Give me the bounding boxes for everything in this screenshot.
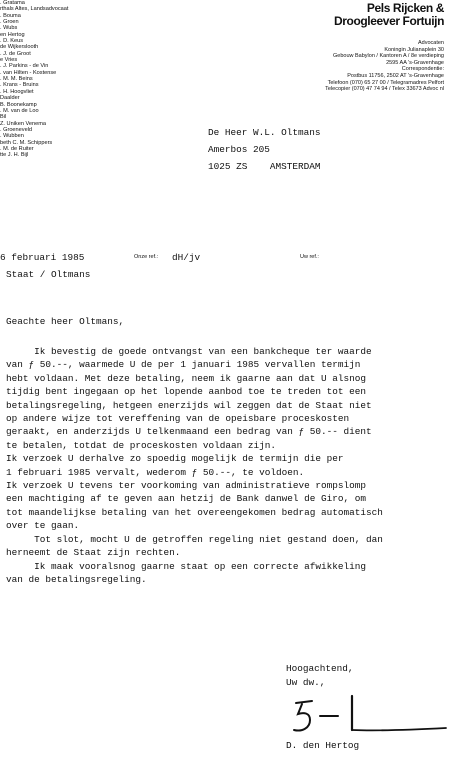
body-line: 1 februari 1985 vervalt, wederom ƒ 50.--, te voldoen. (6, 466, 305, 478)
body-line: Ik verzoek U tevens ter voorkoming van administratieve rompslomp (6, 480, 367, 492)
handwritten-signature (288, 690, 450, 736)
recipient-street: Amerbos 205 (208, 144, 270, 155)
body-line: van de betalingsregeling. (6, 573, 147, 585)
recipient-city: 1025 ZS AMSTERDAM (208, 161, 321, 172)
recipient-address (208, 124, 321, 175)
onze-ref-value: dH/jv (172, 252, 201, 263)
body-line: geraakt, en anderzijds U telkenmaand een bedrag van ƒ 50.-- dient (6, 426, 372, 438)
partner-name: rthals Altes, Landsadvocaat (0, 6, 69, 13)
partner-name: . J. Parkins - de Vin (0, 63, 49, 70)
address-line: Koningin Julianaplein 30 (384, 46, 444, 53)
firm-name-line2: Droogleever Fortuijn (333, 13, 444, 28)
body-line: herneemt de Staat zijn rechten. (6, 547, 181, 559)
recipient-name: De Heer W.L. Oltmans (208, 127, 321, 138)
onze-ref-label: Onze ref.: (134, 254, 159, 260)
address-line: Telefoon (070) 65 27 00 / Telegramadres Pelfort (327, 79, 444, 86)
closing (286, 662, 354, 690)
body-line: hebt voldaan. Met deze betaling, neem ik gaarne aan dat U alsnog (6, 372, 367, 384)
partner-name: de Wijkerslooth (0, 44, 39, 51)
closing-line: Hoogachtend, (286, 663, 354, 674)
partner-name: . van Hilten - Kostense (0, 69, 57, 76)
body-line: tijdig bent ingegaan op het lopende aanbod toe te treden tot een (6, 386, 367, 398)
body-line: van ƒ 50.--, waarmede U de per 1 januari 1985 vervallen termijn (6, 359, 361, 371)
partner-name: . M. M. Beins (0, 76, 33, 83)
firm-name-line1: Pels Rijcken & (366, 1, 444, 15)
letter-body (6, 345, 446, 586)
partner-name: . Groeneveld (0, 126, 33, 133)
partner-name: . Krans - Bruins (0, 82, 39, 89)
partner-name: en Hertog (0, 31, 25, 38)
partner-name: . Bouma (0, 12, 21, 19)
partner-name: tte J. H. Bijl (0, 152, 29, 159)
salutation: Geachte heer Oltmans, (6, 316, 125, 327)
firm-address (325, 40, 444, 93)
letter-date: 6 februari 1985 (0, 252, 85, 263)
partner-name: . M. de Ruiter (0, 145, 34, 152)
closing-line: Uw dw., (286, 677, 326, 688)
partner-name: Bil (0, 114, 7, 121)
partner-name: . Gratama (0, 0, 25, 6)
partner-name: . Groen (0, 19, 19, 26)
partner-name: Z. Uniken Venema (0, 120, 47, 127)
body-line: Tot slot, mocht U de getroffen regeling niet gestand doen, dan (6, 533, 383, 545)
address-line: Gebouw Babylon / Kantoren A / 8e verdieping (333, 53, 444, 60)
body-line: te betalen, totdat de proceskosten voldaan zijn. (6, 439, 277, 451)
partner-name: . M. van de Loo (0, 107, 39, 114)
partner-name: . J. de Groot (0, 50, 31, 57)
partner-name: . Wubs (0, 25, 18, 32)
firm-name (334, 2, 444, 27)
partner-name: e Vries (0, 57, 18, 64)
partner-name: Daalder (0, 95, 20, 102)
body-line: Ik maak vooralsnog gaarne staat op een correcte afwikkeling (6, 560, 367, 572)
body-line: een machtiging af te geven aan hetzij de Bank danwel de Giro, om (6, 493, 367, 505)
body-line: over te gaan. (6, 520, 80, 532)
signer-name: D. den Hertog (286, 740, 360, 751)
letter-subject: Staat / Oltmans (6, 269, 91, 280)
body-line: Ik verzoek U derhalve zo spoedig mogelijk de termijn die per (6, 453, 344, 465)
uw-ref-label: Uw ref.: (300, 254, 319, 260)
address-line: Advocaten (418, 40, 444, 46)
address-line: Correspondentie: (401, 66, 444, 73)
partner-name: . H. Hoogvliet (0, 88, 34, 95)
partner-name: . D. Keus (0, 38, 24, 45)
body-line: Ik bevestig de goede ontvangst van een bankcheque ter waarde (6, 346, 372, 357)
address-line: Postbus 11756, 2502 AT 's-Gravenhage (347, 72, 444, 79)
partner-name: beth C. M. Schippers (0, 139, 53, 146)
address-line: Telecopier (070) 47 74 94 / Telex 33673 Advoc nl (325, 86, 444, 93)
body-line: op andere wijze tot vereffening van de opeisbare proceskosten (6, 413, 350, 425)
body-line: tot maandelijkse betaling van het overeengekomen bedrag automatisch (6, 506, 383, 518)
partner-name: . Wubben (0, 133, 24, 140)
partner-name: B. Boonekamp (0, 101, 37, 108)
address-line: 2595 AA 's-Gravenhage (386, 59, 444, 66)
partner-list (0, 0, 68, 159)
body-line: betalingsregeling, hetgeen enerzijds wil zeggen dat de Staat niet (6, 399, 372, 411)
